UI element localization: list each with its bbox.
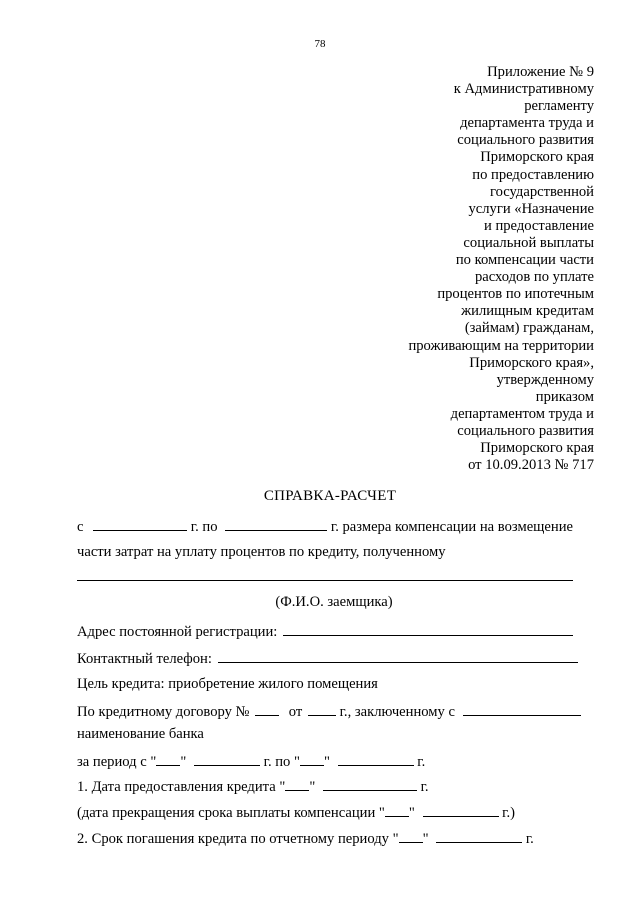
period-line [77,516,595,536]
contract-number-blank[interactable] [255,701,279,716]
appendix-line: государственной [489,183,594,200]
appendix-line: приказом [535,388,594,405]
contract-date-blank[interactable] [308,701,336,716]
appendix-line: социального развития [457,132,594,149]
item-1-label: 1. Дата предоставления кредита " [77,779,286,795]
appendix-line: расходов по уплате [474,269,594,286]
report-period-from-label: за период с " [77,754,157,770]
report-period-quote-2: " [323,754,330,770]
document-title: СПРАВКА-РАСЧЕТ [263,488,397,504]
borrower-name-blank[interactable] [77,580,573,581]
appendix-line: и предоставление [483,217,594,234]
item-2-year-label: г. [525,831,534,847]
report-period-year-label: г. [417,754,426,770]
item-2-quote: " [422,831,429,847]
report-period-to-day[interactable] [300,751,324,766]
phone-line [77,648,595,668]
item-1-month-blank[interactable] [323,776,417,791]
item-2-line [77,828,595,848]
purpose-line: Цель кредита: приобретение жилого помещения [77,676,378,692]
appendix-line: от 10.09.2013 № 717 [468,457,594,474]
appendix-line: проживающим на территории [408,337,594,354]
item-1-day-blank[interactable] [285,776,309,791]
appendix-line: социального развития [457,422,594,439]
item-2-day-blank[interactable] [399,828,423,843]
appendix-line: процентов по ипотечным [437,286,594,303]
appendix-line: Приложение № 9 [487,64,594,80]
appendix-line: услуги «Назначение [468,200,594,217]
contract-line [77,701,595,721]
phone-label: Контактный телефон: [77,651,212,667]
contract-bank-label: г., заключенному с [339,704,455,720]
item-1-quote: " [309,779,316,795]
address-blank-1[interactable] [283,621,379,636]
appendix-line: регламенту [524,98,594,115]
termination-year-label: г.) [502,805,516,821]
appendix-line: департамента труда и [460,115,594,132]
termination-quote: " [408,805,415,821]
appendix-line: Приморского края», [469,354,594,371]
appendix-line: департаментом труда и [450,405,594,422]
contract-date-label: от [288,704,303,720]
appendix-line: по предоставлению [472,166,594,183]
termination-line [77,802,595,822]
report-period-from-month[interactable] [194,751,260,766]
termination-label: (дата прекращения срока выплаты компенсации " [77,805,385,821]
bank-name-line: наименование банка [77,726,204,742]
termination-month-blank[interactable] [423,802,499,817]
period-from-blank[interactable] [93,516,187,531]
phone-blank-1[interactable] [218,648,496,663]
borrower-caption: (Ф.И.О. заемщика) [275,594,393,610]
item-2-month-blank[interactable] [436,828,522,843]
contract-bank-blank[interactable] [463,701,581,716]
termination-day-blank[interactable] [385,802,409,817]
period-rest-label: г. размера компенсации на возмещение [330,519,573,535]
appendix-line: утвержденному [496,371,594,388]
phone-blank-2[interactable] [496,648,578,663]
item-1-line [77,776,595,796]
report-period-to-label: г. по " [263,754,300,770]
report-period-to-month[interactable] [338,751,414,766]
contract-number-label: По кредитному договору № [77,704,250,720]
appendix-header [294,64,594,474]
appendix-line: по компенсации части [455,252,594,269]
report-period-from-day[interactable] [156,751,180,766]
item-1-year-label: г. [420,779,429,795]
address-line [77,621,595,641]
appendix-line: Приморского края [480,440,594,457]
period-to-label: г. по [190,519,218,535]
address-blank-2[interactable] [379,621,573,636]
period-from-label: с [77,519,84,535]
appendix-line: социальной выплаты [463,234,594,251]
report-period-quote-1: " [180,754,187,770]
page-number: 78 [314,38,326,50]
report-period-line [77,751,595,771]
appendix-line: к Административному [453,81,594,98]
period-to-blank[interactable] [225,516,327,531]
appendix-line: (займам) гражданам, [464,320,594,337]
appendix-line: жилищным кредитам [461,303,594,320]
appendix-line: Приморского края [480,149,594,166]
item-2-label: 2. Срок погашения кредита по отчетному периоду " [77,831,399,847]
address-label: Адрес постоянной регистрации: [77,624,278,640]
costs-line: части затрат на уплату процентов по кредиту, полученному [77,544,446,560]
